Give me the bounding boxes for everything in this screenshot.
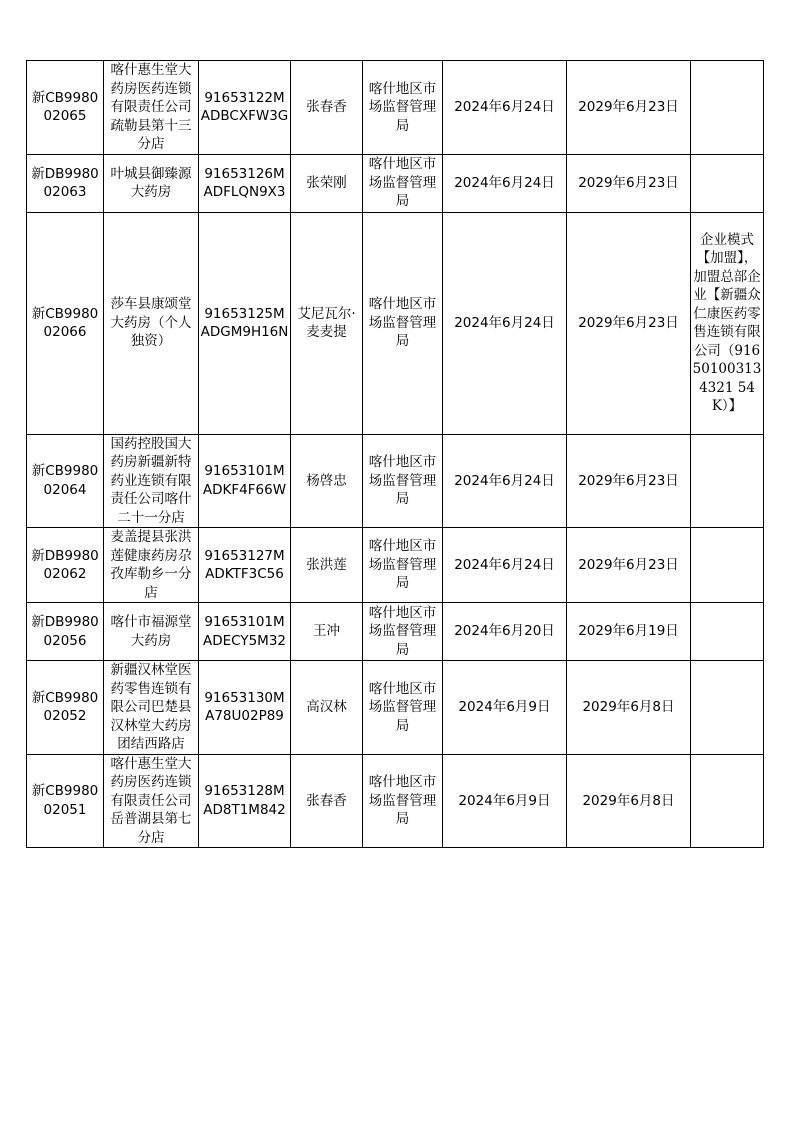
remark-cell bbox=[691, 528, 764, 603]
enterprise-name-cell: 喀什惠生堂大药房医药连锁有限责任公司岳普湖县第七分店 bbox=[104, 754, 199, 848]
license-number-cell: 新CB998002052 bbox=[27, 661, 104, 755]
enterprise-name-cell: 新疆汉林堂医药零售连锁有限公司巴楚县汉林堂大药房团结西路店 bbox=[104, 661, 199, 755]
legal-person-cell: 张春香 bbox=[291, 754, 363, 848]
table-row bbox=[27, 61, 764, 155]
credit-code-cell: 91653127MADKTF3C56 bbox=[199, 528, 291, 603]
table-row bbox=[27, 528, 764, 603]
expiry-date-cell: 2029年6月8日 bbox=[567, 661, 691, 755]
legal-person-cell: 张洪莲 bbox=[291, 528, 363, 603]
remark-cell bbox=[691, 603, 764, 661]
expiry-date-cell: 2029年6月23日 bbox=[567, 434, 691, 528]
table-row bbox=[27, 754, 764, 848]
license-number-cell: 新CB998002051 bbox=[27, 754, 104, 848]
remark-cell: 企业模式【加盟】，加盟总部企业【新疆众仁康医药零售连锁有限公司（916501003134321 54K）】 bbox=[691, 212, 764, 434]
credit-code-cell: 91653128MAD8T1M842 bbox=[199, 754, 291, 848]
issuing-authority-cell: 喀什地区市场监督管理局 bbox=[363, 528, 443, 603]
table-row bbox=[27, 212, 764, 434]
legal-person-cell: 张荣刚 bbox=[291, 154, 363, 212]
remark-cell bbox=[691, 434, 764, 528]
license-table bbox=[26, 60, 764, 848]
issue-date-cell: 2024年6月9日 bbox=[443, 754, 567, 848]
credit-code-cell: 91653101MADECY5M32 bbox=[199, 603, 291, 661]
issuing-authority-cell: 喀什地区市场监督管理局 bbox=[363, 154, 443, 212]
issuing-authority-cell: 喀什地区市场监督管理局 bbox=[363, 754, 443, 848]
legal-person-cell: 高汉林 bbox=[291, 661, 363, 755]
issue-date-cell: 2024年6月24日 bbox=[443, 528, 567, 603]
table-row bbox=[27, 661, 764, 755]
issue-date-cell: 2024年6月24日 bbox=[443, 434, 567, 528]
expiry-date-cell: 2029年6月23日 bbox=[567, 61, 691, 155]
remark-cell bbox=[691, 154, 764, 212]
license-number-cell: 新CB998002064 bbox=[27, 434, 104, 528]
issue-date-cell: 2024年6月9日 bbox=[443, 661, 567, 755]
enterprise-name-cell: 喀什市福源堂大药房 bbox=[104, 603, 199, 661]
enterprise-name-cell: 麦盖提县张洪莲健康药房尕孜库勒乡一分店 bbox=[104, 528, 199, 603]
expiry-date-cell: 2029年6月23日 bbox=[567, 528, 691, 603]
credit-code-cell: 91653125MADGM9H16N bbox=[199, 212, 291, 434]
table-row bbox=[27, 434, 764, 528]
license-number-cell: 新CB998002065 bbox=[27, 61, 104, 155]
credit-code-cell: 91653130MA78U02P89 bbox=[199, 661, 291, 755]
remark-cell bbox=[691, 661, 764, 755]
enterprise-name-cell: 莎车县康颂堂大药房（个人独资） bbox=[104, 212, 199, 434]
remark-cell bbox=[691, 754, 764, 848]
credit-code-cell: 91653101MADKF4F66W bbox=[199, 434, 291, 528]
enterprise-name-cell: 喀什惠生堂大药房医药连锁有限责任公司疏勒县第十三分店 bbox=[104, 61, 199, 155]
legal-person-cell: 王冲 bbox=[291, 603, 363, 661]
expiry-date-cell: 2029年6月19日 bbox=[567, 603, 691, 661]
credit-code-cell: 91653126MADFLQN9X3 bbox=[199, 154, 291, 212]
issuing-authority-cell: 喀什地区市场监督管理局 bbox=[363, 603, 443, 661]
enterprise-name-cell: 叶城县御臻源大药房 bbox=[104, 154, 199, 212]
issuing-authority-cell: 喀什地区市场监督管理局 bbox=[363, 661, 443, 755]
credit-code-cell: 91653122MADBCXFW3G bbox=[199, 61, 291, 155]
license-number-cell: 新DB998002062 bbox=[27, 528, 104, 603]
license-number-cell: 新DB998002063 bbox=[27, 154, 104, 212]
legal-person-cell: 张春香 bbox=[291, 61, 363, 155]
legal-person-cell: 杨啓忠 bbox=[291, 434, 363, 528]
legal-person-cell: 艾尼瓦尔·麦麦提 bbox=[291, 212, 363, 434]
table-row bbox=[27, 154, 764, 212]
issuing-authority-cell: 喀什地区市场监督管理局 bbox=[363, 61, 443, 155]
issue-date-cell: 2024年6月24日 bbox=[443, 154, 567, 212]
issuing-authority-cell: 喀什地区市场监督管理局 bbox=[363, 212, 443, 434]
issue-date-cell: 2024年6月24日 bbox=[443, 212, 567, 434]
expiry-date-cell: 2029年6月8日 bbox=[567, 754, 691, 848]
remark-cell bbox=[691, 61, 764, 155]
expiry-date-cell: 2029年6月23日 bbox=[567, 212, 691, 434]
enterprise-name-cell: 国药控股国大药房新疆新特药业连锁有限责任公司喀什二十一分店 bbox=[104, 434, 199, 528]
table-row bbox=[27, 603, 764, 661]
expiry-date-cell: 2029年6月23日 bbox=[567, 154, 691, 212]
license-number-cell: 新DB998002056 bbox=[27, 603, 104, 661]
issuing-authority-cell: 喀什地区市场监督管理局 bbox=[363, 434, 443, 528]
issue-date-cell: 2024年6月24日 bbox=[443, 61, 567, 155]
issue-date-cell: 2024年6月20日 bbox=[443, 603, 567, 661]
license-number-cell: 新CB998002066 bbox=[27, 212, 104, 434]
